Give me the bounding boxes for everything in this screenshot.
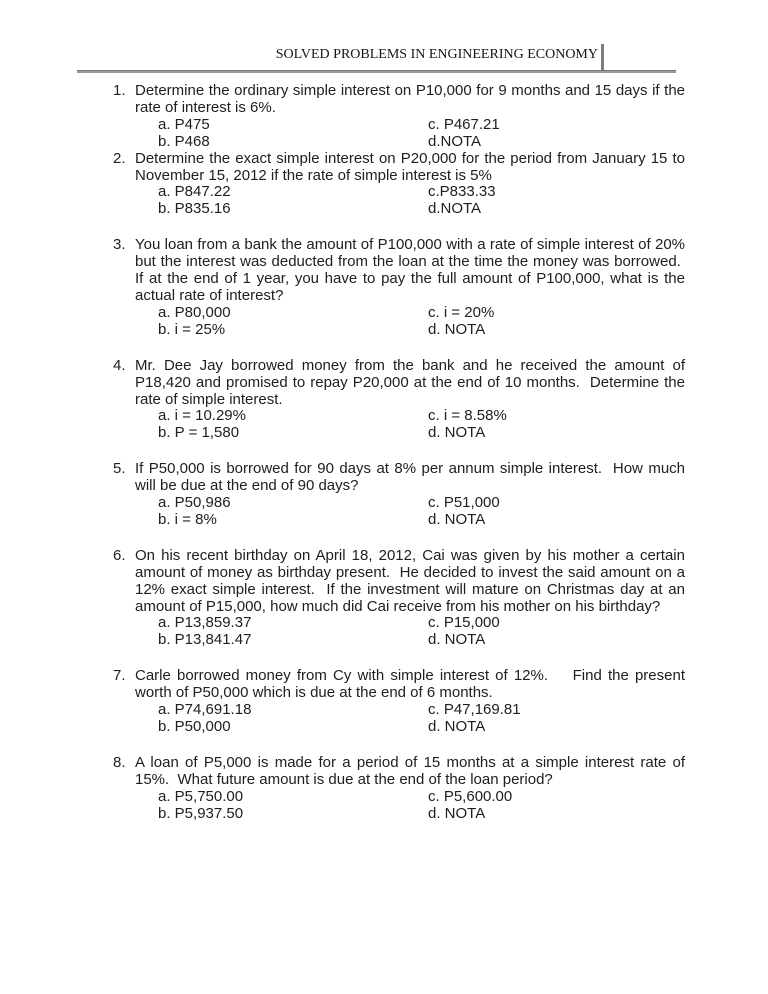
option-c: c. P5,600.00 — [428, 787, 513, 805]
option-b: b. P13,841.47 — [158, 631, 252, 649]
option-row — [135, 719, 685, 736]
problem-body — [135, 755, 685, 823]
problem-item — [113, 83, 685, 151]
option-row — [135, 495, 685, 512]
problem-text: Determine the exact simple interest on P20,000 for the period from January 15 to November 15, 2012 if the rate of simple interest is 5% — [135, 149, 685, 184]
option-a: a. P80,000 — [158, 303, 231, 321]
option-b: b. P5,937.50 — [158, 804, 244, 822]
option-c: c. P15,000 — [428, 614, 500, 632]
problem-text: You loan from a bank the amount of P100,000 with a rate of simple interest of 20% but the interest was deducted from the loan at the time the money was borrowed. If at the end of 1 year, you have to pay the full amount of P100,000, what is the actual rate of interest? — [135, 236, 685, 304]
problem-body — [135, 237, 685, 338]
problem-body — [135, 668, 685, 736]
problem-number: 5. — [113, 460, 126, 478]
option-d: d.NOTA — [428, 132, 482, 150]
problem-number: 3. — [113, 236, 126, 254]
option-a: a. P74,691.18 — [158, 701, 252, 719]
option-c: c. P467.21 — [428, 115, 500, 133]
option-row — [135, 615, 685, 632]
problem-number: 2. — [113, 149, 126, 167]
option-row — [135, 425, 685, 442]
option-d: d. NOTA — [428, 424, 486, 442]
option-row — [135, 632, 685, 649]
option-a: a. P847.22 — [158, 183, 231, 201]
option-a: a. P50,986 — [158, 494, 231, 512]
problem-body — [135, 358, 685, 443]
problem-text: Determine the ordinary simple interest on P10,000 for 9 months and 15 days if the rate of interest is 6%. — [135, 82, 685, 116]
problem-item — [113, 461, 685, 529]
problem-text: Mr. Dee Jay borrowed money from the bank and he received the amount of P18,420 and promised to repay P20,000 at the end of 10 months. Determine the rate of simple interest. — [135, 356, 685, 408]
option-a: a. P13,859.37 — [158, 614, 252, 632]
option-c: c. i = 20% — [428, 303, 495, 321]
option-d: d. NOTA — [428, 804, 486, 822]
option-d: d. NOTA — [428, 718, 486, 735]
problem-number: 6. — [113, 546, 126, 564]
problem-number: 1. — [113, 82, 126, 99]
problem-body — [135, 461, 685, 529]
option-c: c.P833.33 — [428, 183, 496, 201]
option-b: b. P50,000 — [158, 718, 231, 735]
problem-text: A loan of P5,000 is made for a period of 15 months at a simple interest rate of 15%. What future amount is due at the end of the loan period? — [135, 753, 685, 788]
option-row — [135, 184, 685, 201]
header-divider-bar — [601, 44, 604, 70]
option-row — [135, 322, 685, 339]
option-row — [135, 789, 685, 806]
page-header-title: SOLVED PROBLEMS IN ENGINEERING ECONOMY — [275, 47, 598, 62]
problem-text: If P50,000 is borrowed for 90 days at 8% per annum simple interest. How much will be due at the end of 90 days? — [135, 460, 685, 495]
option-row — [135, 512, 685, 529]
option-row — [135, 201, 685, 218]
problem-item — [113, 237, 685, 338]
option-row — [135, 408, 685, 425]
problem-item — [113, 548, 685, 649]
option-a: a. P475 — [158, 115, 210, 133]
option-a: a. i = 10.29% — [158, 407, 246, 425]
problem-number: 4. — [113, 356, 126, 374]
problem-body — [135, 548, 685, 649]
option-row — [135, 305, 685, 322]
problem-text: Carle borrowed money from Cy with simple interest of 12%. Find the present worth of P50,000 which is due at the end of 6 months. — [135, 667, 685, 702]
option-row — [135, 117, 685, 134]
problem-item — [113, 358, 685, 443]
option-d: d.NOTA — [428, 200, 482, 218]
problem-item — [113, 668, 685, 736]
problem-item — [113, 755, 685, 823]
option-c: c. i = 8.58% — [428, 407, 507, 425]
problem-body — [135, 151, 685, 219]
option-b: b. i = 25% — [158, 320, 226, 338]
option-b: b. i = 8% — [158, 510, 217, 528]
option-row — [135, 806, 685, 823]
option-b: b. P468 — [158, 132, 210, 150]
problem-number: 8. — [113, 753, 126, 771]
option-b: b. P = 1,580 — [158, 424, 240, 442]
option-a: a. P5,750.00 — [158, 787, 244, 805]
problem-body — [135, 83, 685, 151]
option-row — [135, 702, 685, 719]
option-c: c. P51,000 — [428, 494, 500, 512]
problems-list — [113, 83, 685, 823]
problem-text: On his recent birthday on April 18, 2012, Cai was given by his mother a certain amount of money as birthday present. He decided to invest the said amount on a 12% exact simple interest. If the investment will mature on Christmas day at an amount of P15,000, how much did Cai receive from his mother on his birthday? — [135, 546, 685, 615]
problem-item — [113, 151, 685, 219]
option-c: c. P47,169.81 — [428, 701, 521, 719]
header-rule — [77, 70, 676, 73]
option-d: d. NOTA — [428, 631, 486, 649]
option-b: b. P835.16 — [158, 200, 231, 218]
option-d: d. NOTA — [428, 510, 486, 528]
problem-number: 7. — [113, 667, 126, 685]
option-d: d. NOTA — [428, 320, 486, 338]
option-row — [135, 134, 685, 151]
